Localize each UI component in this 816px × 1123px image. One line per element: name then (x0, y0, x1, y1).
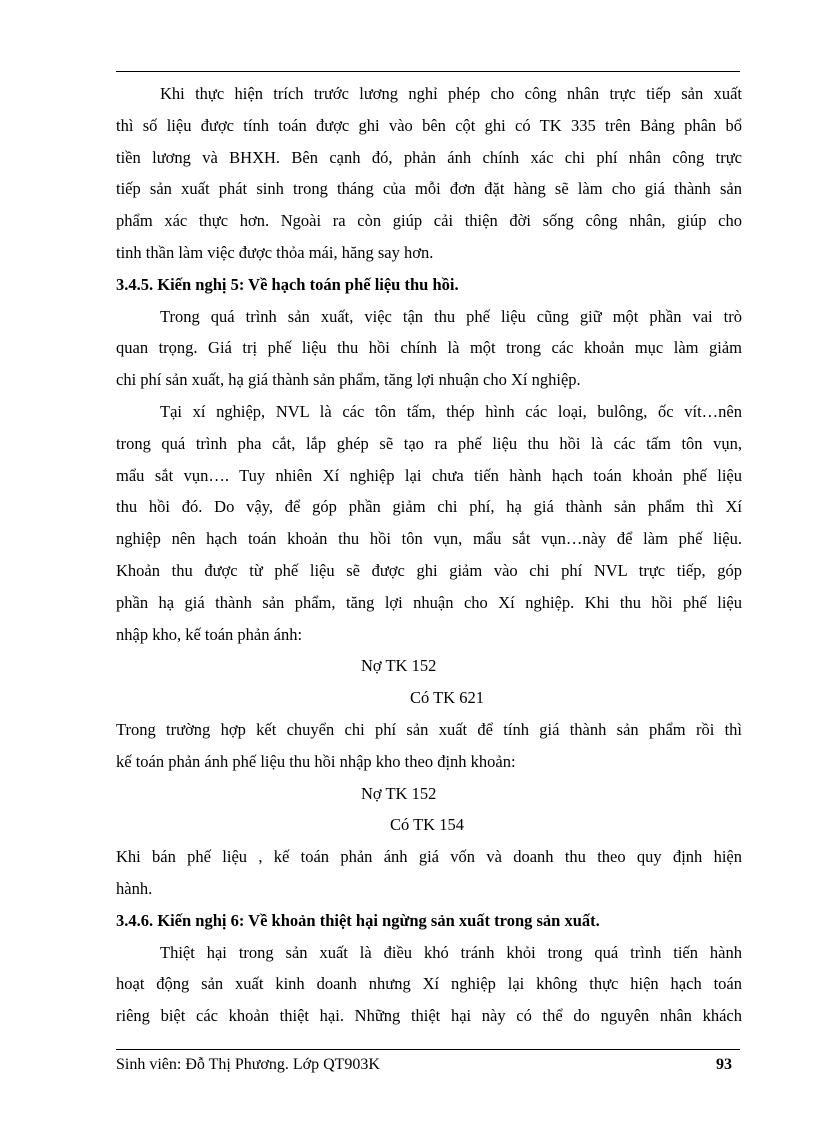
paragraph-line: chi phí sản xuất, hạ giá thành sản phẩm, tăng lợi nhuận cho Xí nghiệp. (116, 370, 581, 390)
paragraph-line: nghiệp nên hạch toán khoản thu hồi tôn vụn, mẩu sắt vụn…này để làm phế liệu. (116, 529, 742, 549)
paragraph-line: kế toán phản ánh phế liệu thu hồi nhập kho theo định khoản: (116, 751, 516, 771)
paragraph-line: Khoản thu được từ phế liệu sẽ được ghi giảm vào chi phí NVL trực tiếp, góp (116, 560, 742, 580)
paragraph-line: Trong quá trình sản xuất, việc tận thu phế liệu cũng giữ một phần vai trò (160, 306, 742, 326)
paragraph-line: Trong trường hợp kết chuyển chi phí sản xuất để tính giá thành sản phẩm rồi thì (116, 719, 742, 739)
paragraph-line: phẩm xác thực hơn. Ngoài ra còn giúp cải thiện đời sống công nhân, giúp cho (116, 211, 742, 231)
paragraph-line: tiền lương và BHXH. Bên cạnh đó, phản ánh chính xác chi phí nhân công trực (116, 147, 742, 167)
header-rule (116, 71, 740, 72)
accounting-entry-debit: Nợ TK 152 (361, 783, 437, 803)
student-info: Sinh viên: Đỗ Thị Phương. Lớp QT903K (116, 1056, 380, 1073)
paragraph-line: thì số liệu được tính toán được ghi vào bên cột ghi có TK 335 trên Bảng phân bổ (116, 115, 742, 135)
paragraph-line: hoạt động sản xuất kinh doanh nhưng Xí nghiệp lại không thực hiện hạch toán (116, 974, 742, 994)
paragraph-line: riêng biệt các khoản thiệt hại. Những thiệt hại này có thể do nguyên nhân khách (116, 1006, 742, 1026)
section-heading-3-4-5: 3.4.5. Kiến nghị 5: Về hạch toán phế liệu thu hồi. (116, 274, 459, 294)
paragraph-line: trong quá trình pha cắt, lắp ghép sẽ tạo ra phế liệu thu hồi là các tấm tôn vụn, (116, 433, 742, 453)
paragraph-line: thu hồi đó. Do vậy, để góp phần giảm chi phí, hạ giá thành sản phẩm thì Xí (116, 497, 742, 517)
paragraph-line: tiếp sản xuất phát sinh trong tháng của mỗi đơn đặt hàng sẽ làm cho giá thành sản (116, 179, 742, 199)
paragraph-line: nhập kho, kế toán phản ánh: (116, 624, 303, 644)
section-heading-3-4-6: 3.4.6. Kiến nghị 6: Về khoản thiệt hại ngừng sản xuất trong sản xuất. (116, 910, 600, 930)
accounting-entry-credit: Có TK 621 (410, 688, 484, 708)
paragraph-line: quan trọng. Giá trị phế liệu thu hồi chính là một trong các khoản mục làm giảm (116, 338, 742, 358)
paragraph-line: hành. (116, 878, 153, 898)
paragraph-line: mẩu sắt vụn…. Tuy nhiên Xí nghiệp lại chưa tiến hành hạch toán khoản phế liệu (116, 465, 742, 485)
paragraph-line: Tại xí nghiệp, NVL là các tôn tấm, thép hình các loại, bulông, ốc vít…nên (160, 401, 742, 421)
page-number: 93 (716, 1056, 732, 1073)
paragraph-line: Khi bán phế liệu , kế toán phản ánh giá vốn và doanh thu theo quy định hiện (116, 847, 742, 867)
footer-rule (116, 1049, 740, 1050)
document-body (116, 78, 742, 1032)
paragraph-line: phần hạ giá thành sản phẩm, tăng lợi nhuận cho Xí nghiệp. Khi thu hồi phế liệu (116, 592, 742, 612)
accounting-entry-credit: Có TK 154 (390, 815, 464, 835)
paragraph-line: tinh thần làm việc được thỏa mái, hăng say hơn. (116, 242, 434, 262)
accounting-entry-debit: Nợ TK 152 (361, 656, 437, 676)
paragraph-line: Thiệt hại trong sản xuất là điều khó tránh khỏi trong quá trình tiến hành (160, 942, 742, 962)
paragraph-line: Khi thực hiện trích trước lương nghỉ phép cho công nhân trực tiếp sản xuất (160, 84, 742, 103)
